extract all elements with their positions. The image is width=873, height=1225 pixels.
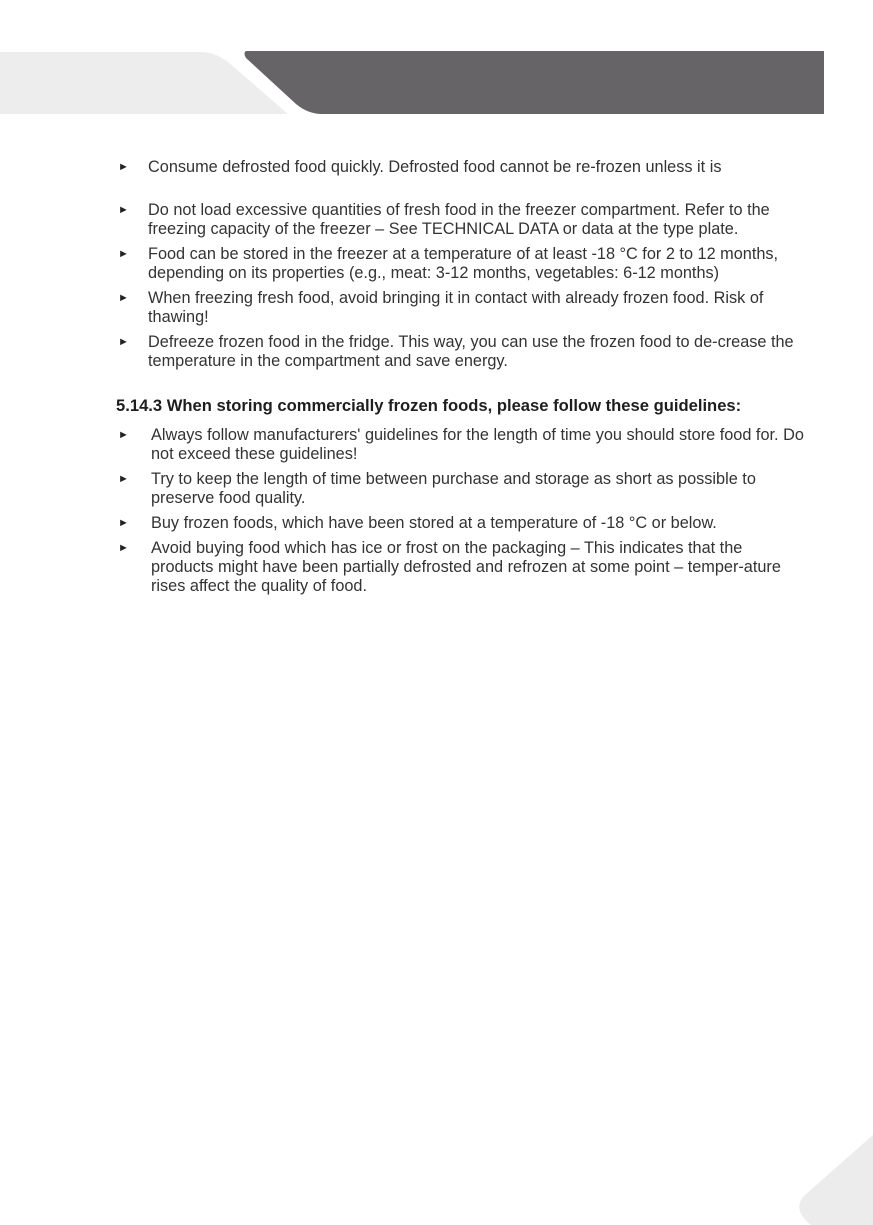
play-arrow-icon: ►	[118, 542, 129, 554]
page-content	[116, 158, 808, 602]
list-item	[116, 201, 808, 239]
list-item-text: Always follow manufacturers' guidelines for the length of time you should store food for. Do not exceed these guidelines!	[151, 426, 804, 463]
list-item-text: Buy frozen foods, which have been stored at a temperature of -18 °C or below.	[151, 514, 717, 532]
list-item-text: Try to keep the length of time between purchase and storage as short as possible to preserve food quality.	[151, 470, 756, 507]
list-item-text: When freezing fresh food, avoid bringing it in contact with already frozen food. Risk of thawing!	[148, 289, 764, 326]
play-arrow-icon: ►	[118, 248, 129, 260]
list-item	[116, 426, 808, 464]
play-arrow-icon: ►	[118, 517, 129, 529]
list-item	[116, 289, 808, 327]
commercial-frozen-guidelines-list	[116, 426, 808, 596]
play-arrow-icon: ►	[118, 292, 129, 304]
freezing-tips-list	[116, 158, 808, 371]
header-dark-bar	[245, 51, 825, 114]
list-item	[116, 539, 808, 596]
list-item-text: Do not load excessive quantities of fresh food in the freezer compartment. Refer to the freezing capacity of the freezer – See TECHNICAL DATA or data at the type plate.	[148, 201, 770, 238]
list-item	[116, 245, 808, 283]
list-item	[116, 333, 808, 371]
list-item-text: Defreeze frozen food in the fridge. This way, you can use the frozen food to de-crease the temperature in the compartment and save energy.	[148, 333, 794, 370]
list-item-text: Consume defrosted food quickly. Defrosted food cannot be re-frozen unless it is	[148, 158, 722, 176]
list-item	[116, 158, 808, 177]
play-arrow-icon: ►	[118, 161, 129, 173]
play-arrow-icon: ►	[118, 204, 129, 216]
section-heading: 5.14.3 When storing commercially frozen foods, please follow these guidelines:	[116, 396, 742, 415]
list-item	[116, 514, 808, 533]
play-arrow-icon: ►	[118, 336, 129, 348]
page-header-band	[0, 0, 873, 120]
list-item-text: Food can be stored in the freezer at a temperature of at least -18 °C for 2 to 12 months, depending on its properties (e.g., meat: 3-12 months, vegetables: 6-12 months)	[148, 245, 779, 282]
play-arrow-icon: ►	[118, 429, 129, 441]
header-light-tab	[0, 52, 288, 114]
list-item-text: Avoid buying food which has ice or frost on the packaging – This indicates that the products might have been partially defrosted and refrozen at some point – temper-ature rises affect the quality of food.	[151, 539, 781, 595]
list-item	[116, 470, 808, 508]
page-corner-tab	[773, 1085, 873, 1225]
play-arrow-icon: ►	[118, 473, 129, 485]
